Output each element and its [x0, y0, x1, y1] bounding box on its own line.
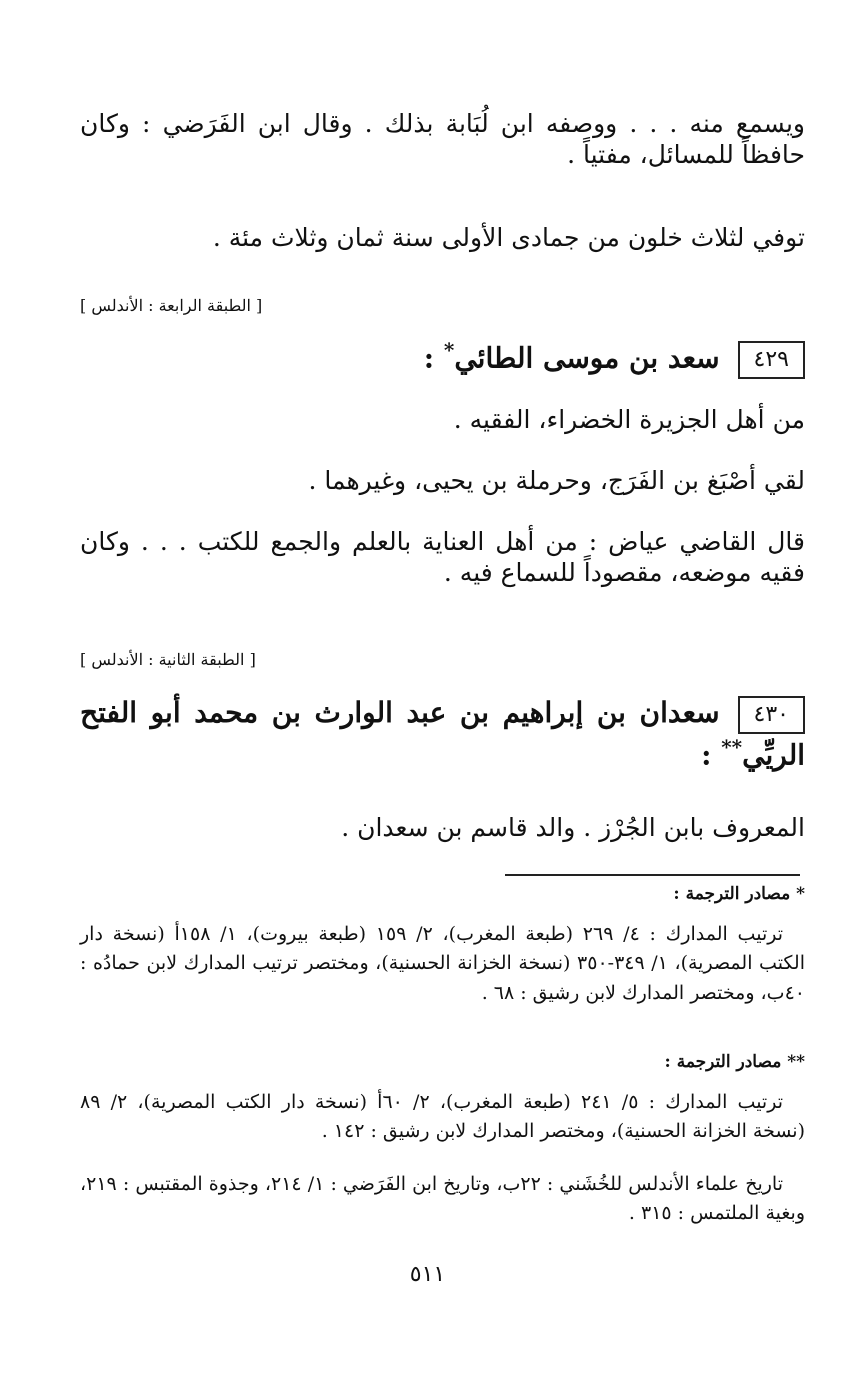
entry-number-box: ٤٣٠: [738, 696, 805, 734]
entry-429-heading: [80, 337, 805, 379]
heading-colon: :: [423, 341, 435, 375]
death-date-line: توفي لثلاث خلون من جمادى الأولى سنة ثمان وثلاث مئة .: [212, 223, 805, 252]
entry-name: سعدان بن إبراهيم بن عبد الوارث بن محمد أبو الفتح الريِّي: [80, 696, 805, 771]
footnote-divider: [505, 874, 800, 876]
entry-name: سعد بن موسى الطائي: [454, 341, 720, 375]
entry-number-box: ٤٢٩: [738, 341, 805, 379]
footnote-2-heading: ** مصادر الترجمة :: [664, 1052, 805, 1072]
footnote-marker: **: [721, 734, 743, 759]
tabaqa-label-2: [ الطبقة الثانية : الأندلس ]: [80, 650, 256, 669]
entry-430-heading: [80, 694, 805, 774]
footnote-1-text: ترتيب المدارك : ٤/ ٢٦٩ (طبعة المغرب)، ٢/ ١٥٩ (طبعة بيروت)، ١/ ١٥٨أ (نسخة دار الكتب المصرية)، ١/ ٣٤٩-٣٥٠ (نسخة الخزانة الحسنية)، ومختصر ترتيب المدارك لابن حمادُه : ٤٠ب، ومختصر المدارك لابن رشيق : ٦٨ .: [80, 923, 805, 1004]
entry-429-line-1: من أهل الجزيرة الخضراء، الفقيه .: [453, 405, 805, 434]
footnote-marker: *: [443, 338, 455, 362]
continuation-paragraph: ويسمع منه . . . ووصفه ابن لُبَابة بذلك . وقال ابن الفَرَضي : وكان حافظاً للمسائل، مفتياً .: [80, 109, 805, 170]
footnote-2-text-1: ترتيب المدارك : ٥/ ٢٤١ (طبعة المغرب)، ٢/ ٦٠أ (نسخة دار الكتب المصرية)، ٢/ ٨٩ (نسخة الخزانة الحسنية)، ومختصر المدارك لابن رشيق : ١٤٢ .: [80, 1091, 805, 1143]
entry-429-line-3: قال القاضي عياض : من أهل العناية بالعلم والجمع للكتب . . . وكان فقيه موضعه، مقصوداً للسماع فيه .: [80, 527, 805, 588]
page-number: ٥١١: [409, 1262, 446, 1287]
entry-430-line-1: المعروف بابن الجُرْز . والد قاسم بن سعدان .: [341, 813, 805, 842]
footnote-1-heading: * مصادر الترجمة :: [673, 884, 805, 904]
entry-429-line-2: لقي أصْبَغ بن الفَرَج، وحرملة بن يحيى، وغيرهما .: [308, 466, 805, 495]
heading-colon: :: [701, 737, 712, 771]
tabaqa-label-1: [ الطبقة الرابعة : الأندلس ]: [80, 296, 263, 315]
footnote-2-text-2: تاريخ علماء الأندلس للخُشَني : ٢٢ب، وتاريخ ابن الفَرَضي : ١/ ٢١٤، وجذوة المقتبس : ٢١٩، وبغية الملتمس : ٣١٥ .: [80, 1173, 805, 1225]
